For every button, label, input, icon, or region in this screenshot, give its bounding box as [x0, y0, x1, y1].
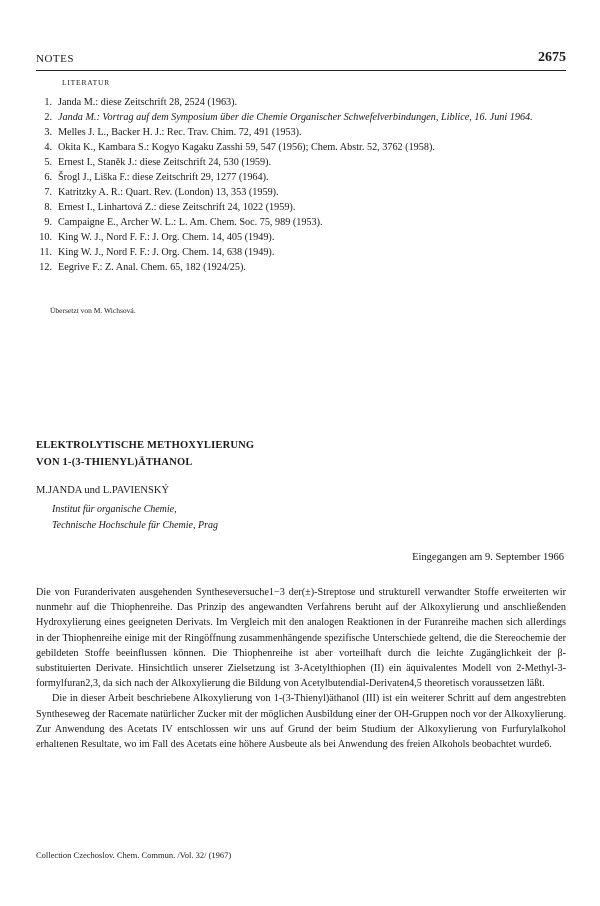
reference-item: 8. Ernest I., Linhartová Z.: diese Zeitschrift 24, 1022 (1959). — [44, 202, 296, 213]
article-body — [36, 585, 566, 752]
received-date: Eingegangen am 9. September 1966 — [412, 552, 564, 563]
article-authors: M.JANDA und L.PAVIENSKÝ — [36, 485, 170, 496]
translator-note: Übersetzt von M. Wichsová. — [50, 306, 136, 315]
reference-item: 4. Okita K., Kambara S.: Kogyo Kagaku Zasshi 59, 547 (1956); Chem. Abstr. 52, 3762 (1958). — [44, 142, 435, 153]
reference-item: 3. Melles J. L., Backer H. J.: Rec. Trav. Chim. 72, 491 (1953). — [44, 127, 302, 138]
affiliation-line: Institut für organische Chemie, — [52, 504, 177, 515]
article-title — [36, 437, 254, 471]
body-paragraph: Die in dieser Arbeit beschriebene Alkoxylierung von 1-(3-Thienyl)äthanol (III) ist ein weiterer Schritt auf dem angestrebten Syntheseweg der Racemate natürlicher Zucker mit der möglichen Ausbildung einer der OH-Gruppen noch vor der Alkoxylierung. Zur Anwendung des Acetats IV entschlossen wir uns auf Grund der beim Studium der Alkoxylierung von Furfurylalkohol erhaltenen Resultate, wo im Fall des Acetats eine höhere Ausbeute als bei Anwendung des freien Alkohols beobachtet wurde6. — [36, 693, 566, 751]
affiliation-line: Technische Hochschule für Chemie, Prag — [52, 520, 218, 531]
literature-heading: LITERATUR — [62, 78, 111, 87]
article-title-line: ELEKTROLYTISCHE METHOXYLIERUNG — [36, 440, 255, 451]
reference-item: 11. King W. J., Nord F. F.: J. Org. Chem. 14, 638 (1949). — [39, 247, 275, 258]
reference-list — [30, 95, 570, 275]
reference-item: 9. Campaigne E., Archer W. L.: L. Am. Chem. Soc. 75, 989 (1953). — [44, 217, 323, 228]
page-number: 2675 — [538, 50, 566, 65]
reference-item: 7. Katritzky A. R.: Quart. Rev. (London) 13, 353 (1959). — [44, 187, 279, 198]
reference-item: 2. Janda M.: Vortrag auf dem Symposium über die Chemie Organischer Schwefelverbindungen, Liblice, 16. Juni 1964. — [44, 112, 533, 123]
reference-item: 12. Eegrive F.: Z. Anal. Chem. 65, 182 (1924/25). — [39, 262, 246, 273]
article-title-line: VON 1-(3-THIENYL)ÄTHANOL — [36, 457, 193, 468]
reference-item: 1. Janda M.: diese Zeitschrift 28, 2524 (1963). — [44, 97, 238, 108]
journal-footer: Collection Czechoslov. Chem. Commun. /Vol. 32/ (1967) — [36, 850, 232, 860]
section-label: NOTES — [36, 53, 74, 65]
page-header — [36, 50, 566, 71]
reference-item: 6. Šrogl J., Liška F.: diese Zeitschrift 29, 1277 (1964). — [44, 172, 269, 183]
article-affiliation — [52, 502, 218, 534]
reference-item: 5. Ernest I., Staněk J.: diese Zeitschrift 24, 530 (1959). — [44, 157, 272, 168]
reference-item: 10. King W. J., Nord F. F.: J. Org. Chem. 14, 405 (1949). — [39, 232, 275, 243]
body-paragraph: Die von Furanderivaten ausgehenden Syntheseversuche1−3 der(±)-Streptose und strukturell verwandter Stoffe erweiterten wir nunmehr auf die Thiophenreihe. Das Prinzip des angewandten Verfahrens beruht auf der Alkoxylierung und anschließenden Hydroxylierung eines geeigneten Derivats. Im Vergleich mit den analogen Reaktionen in der Furanreihe machen sich allerdings in der Thiophenreihe einige mit der Ringöffnung zusammenhängende spezifische Unterschiede geltend, die die Stereochemie der gebildeten Stoffe beeinflussen können. Die Thiophenreihe ist aber vorteilhaft durch die leichte Zugänglichkeit der β-substituierten Derivate. Hinsichtlich unserer Zielsetzung ist 3-Acetylthiophen (II) ein äquivalentes Modell von 2-Methyl-3-formylfuran2,3, da sich nach der Alkoxylierung die Bildung von Acetylbutendial-Derivaten4,5 theoretisch voraussetzen läßt. — [36, 587, 566, 690]
